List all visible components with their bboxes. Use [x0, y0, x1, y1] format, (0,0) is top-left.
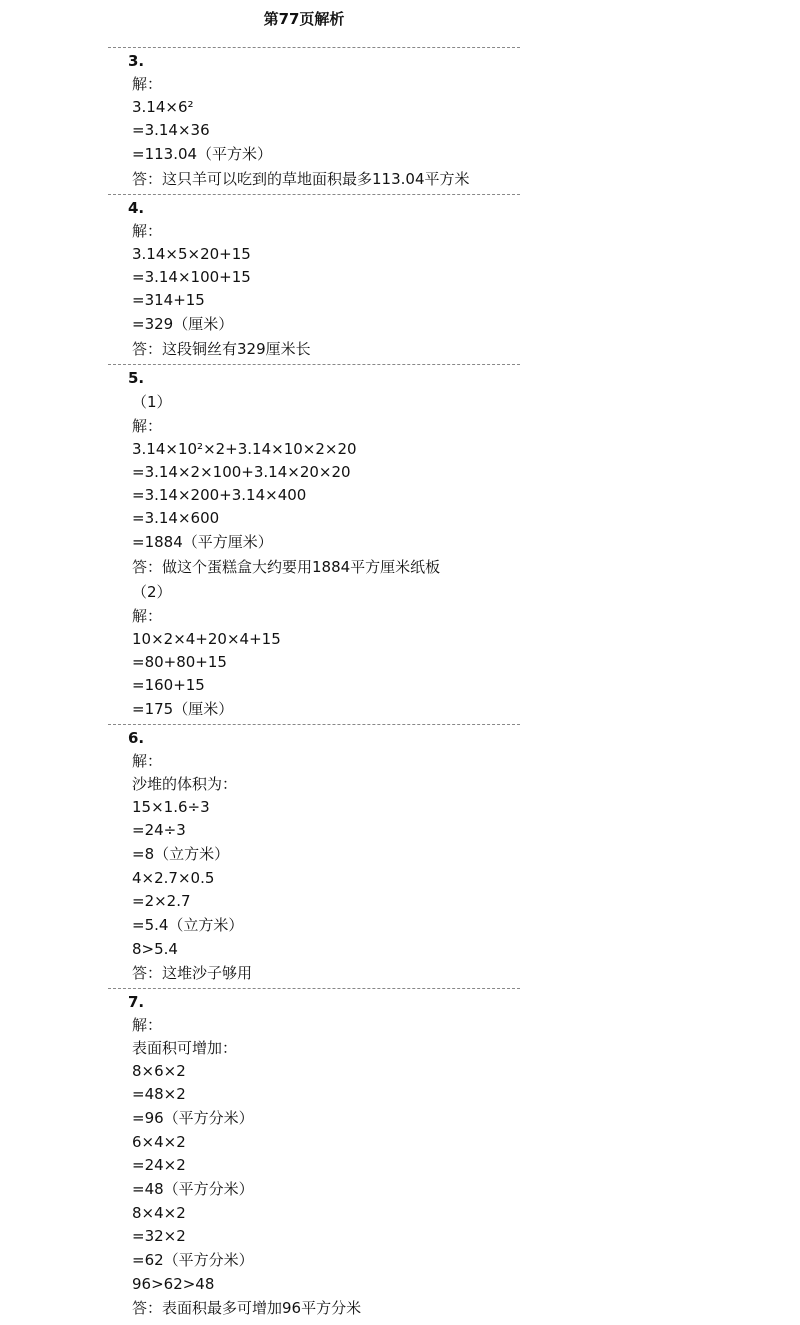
problem-number: 6. — [128, 729, 145, 747]
problem-block — [108, 988, 520, 1323]
solution-line: 解： — [132, 75, 163, 93]
page-title: 第77页解析 — [263, 10, 345, 28]
solution-line: =62（平方分米） — [132, 1251, 254, 1269]
problem-block — [108, 194, 520, 364]
solution-line: =3.14×100+15 — [132, 268, 251, 286]
problem-block — [108, 364, 520, 724]
problem-block — [108, 724, 520, 988]
solution-line: 解： — [132, 1016, 163, 1034]
problem-number: 3. — [128, 52, 145, 70]
solution-line: =1884（平方厘米） — [132, 533, 273, 551]
solution-line: =48（平方分米） — [132, 1180, 254, 1198]
solution-line: =5.4（立方米） — [132, 916, 244, 934]
solution-line: 沙堆的体积为： — [132, 775, 238, 793]
solution-line: 6×4×2 — [132, 1133, 186, 1151]
solution-line: 8×4×2 — [132, 1204, 186, 1222]
solution-line: 答：表面积最多可增加96平方分米 — [132, 1299, 362, 1317]
solution-line: 解： — [132, 752, 163, 770]
solution-line: 解： — [132, 222, 163, 240]
solution-line: 答：这堆沙子够用 — [132, 964, 253, 982]
problem-number: 5. — [128, 369, 145, 387]
problem-number: 4. — [128, 199, 145, 217]
problem-block — [108, 47, 520, 194]
solution-line: =48×2 — [132, 1085, 186, 1103]
solution-line: =3.14×2×100+3.14×20×20 — [132, 463, 351, 481]
solution-line: 10×2×4+20×4+15 — [132, 630, 281, 648]
solution-line: =32×2 — [132, 1227, 186, 1245]
solution-line: 4×2.7×0.5 — [132, 869, 215, 887]
solution-line: =329（厘米） — [132, 315, 234, 333]
solution-line: 解： — [132, 607, 163, 625]
solution-line: 表面积可增加： — [132, 1039, 238, 1057]
solution-line: =113.04（平方米） — [132, 145, 273, 163]
solution-line: =314+15 — [132, 291, 205, 309]
solution-line: 答：做这个蛋糕盒大约要用1884平方厘米纸板 — [132, 558, 441, 576]
solution-line: 3.14×10²×2+3.14×10×2×20 — [132, 440, 357, 458]
solutions-list — [108, 47, 520, 1323]
solution-line: 解： — [132, 417, 163, 435]
solution-line: =96（平方分米） — [132, 1109, 254, 1127]
solution-line: =24×2 — [132, 1156, 186, 1174]
solution-line: （1） — [132, 393, 172, 411]
solution-line: =160+15 — [132, 676, 205, 694]
solution-line: （2） — [132, 583, 172, 601]
solution-line: =2×2.7 — [132, 892, 191, 910]
solution-line: 答：这段铜丝有329厘米长 — [132, 340, 311, 358]
solution-line: 3.14×6² — [132, 98, 194, 116]
solution-line: 8×6×2 — [132, 1062, 186, 1080]
solution-line: =3.14×600 — [132, 509, 220, 527]
solution-line: =80+80+15 — [132, 653, 227, 671]
solution-line: =175（厘米） — [132, 700, 234, 718]
solution-line: =24÷3 — [132, 821, 186, 839]
solution-line: 答：这只羊可以吃到的草地面积最多113.04平方米 — [132, 170, 470, 188]
solution-line: 8>5.4 — [132, 940, 178, 958]
solution-line: =3.14×36 — [132, 121, 210, 139]
solution-line: 3.14×5×20+15 — [132, 245, 251, 263]
solution-line: 96>62>48 — [132, 1275, 215, 1293]
solution-line: =8（立方米） — [132, 845, 230, 863]
solution-line: 15×1.6÷3 — [132, 798, 210, 816]
problem-number: 7. — [128, 993, 145, 1011]
solution-line: =3.14×200+3.14×400 — [132, 486, 307, 504]
